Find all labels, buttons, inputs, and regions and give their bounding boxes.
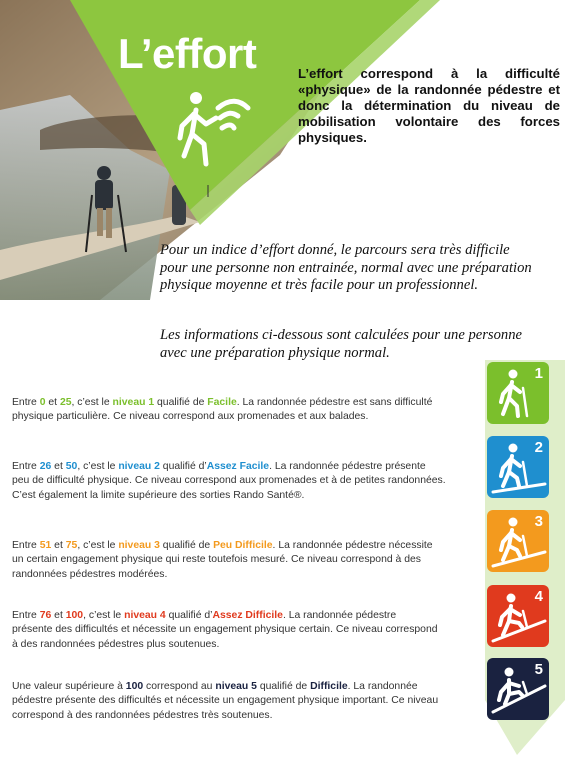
level-4-text: Entre 76 et 100, c’est le niveau 4 qualifié d’Assez Difficile. La randonnée pédestre présente des difficultés et nécessite un engagement physique certain. Ce niveau correspond à des randonnées pédestres plus soutenues. bbox=[12, 610, 438, 650]
note-paragraph-1: Pour un indice d’effort donné, le parcours sera très difficile pour une personne non entrainée, normal avec une préparation physique moyenne et très facile pour un professionnel. bbox=[160, 242, 532, 293]
level-3-badge: 3 bbox=[487, 510, 549, 572]
level-1-badge: 1 bbox=[487, 362, 549, 424]
hiker-signal-icon bbox=[176, 88, 254, 170]
level-2-text: Entre 26 et 50, c’est le niveau 2 qualifié d’Assez Facile. La randonnée pédestre présente peu de difficulté physique. Ce niveau correspond aux promenades et à de petites randonnées. C’est également la limite supérieure des sorties Rando Santé®. bbox=[12, 461, 446, 501]
page-title: L’effort bbox=[118, 30, 257, 77]
level-2-badge: 2 bbox=[487, 436, 549, 498]
level-1-text: Entre 0 et 25, c’est le niveau 1 qualifié de Facile. La randonnée pédestre est sans difficulté physique particulière. Ce niveau correspond aux promenades et aux balades. bbox=[12, 397, 433, 423]
level-4-badge: 4 bbox=[487, 585, 549, 647]
level-3-text: Entre 51 et 75, c’est le niveau 3 qualifié de Peu Difficile. La randonnée pédestre nécessite un certain engagement physique qui reste toutefois mesuré. Ce niveau correspond à des randonnées pédestres modérées. bbox=[12, 540, 433, 580]
level-5-badge: 5 bbox=[487, 658, 549, 720]
level-5-text: Une valeur supérieure à 100 correspond au niveau 5 qualifié de Difficile. La randonnée pédestre présente des difficultés et nécessite un engagement physique important. Ce niveau correspond à des randonnées pédestres très soutenues. bbox=[12, 681, 439, 721]
intro-paragraph: L’effort correspond à la difficulté «physique» de la randonnée pédestre et donc la détermination du niveau de mobilisation volontaire des forces physiques. bbox=[298, 66, 560, 145]
note-paragraph-2: Les informations ci-dessous sont calculées pour une personne avec une préparation physique normal. bbox=[160, 327, 522, 361]
